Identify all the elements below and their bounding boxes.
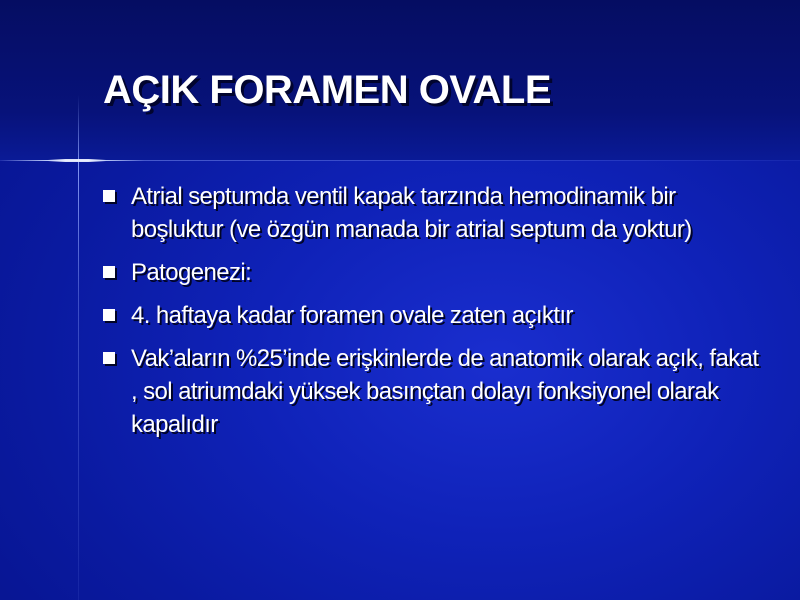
bullet-text: Patogenezi:: [131, 259, 252, 286]
decorative-highlight: [48, 159, 106, 162]
square-bullet-icon: [103, 266, 115, 278]
bullet-item: [102, 256, 762, 289]
bullet-item: [102, 342, 762, 441]
bullet-text: Atrial septumda ventil kapak tarzında hemodinamik bir boşluktur (ve özgün manada bir atrial septum da yoktur): [131, 183, 692, 243]
decorative-vertical-line: [78, 95, 79, 600]
bullet-text: 4. haftaya kadar foramen ovale zaten açıktır: [131, 302, 573, 329]
bullet-list: [102, 180, 762, 451]
square-bullet-icon: [103, 352, 115, 364]
square-bullet-icon: [103, 190, 115, 202]
square-bullet-icon: [103, 309, 115, 321]
decorative-horizontal-line: [0, 160, 800, 161]
slide-title: AÇIK FORAMEN OVALE: [103, 68, 552, 112]
bullet-item: [102, 299, 762, 332]
bullet-item: [102, 180, 762, 246]
bullet-text: Vak’aların %25’inde erişkinlerde de anatomik olarak açık, fakat , sol atriumdaki yüksek basınçtan dolayı fonksiyonel olarak kapalıdır: [131, 345, 759, 438]
